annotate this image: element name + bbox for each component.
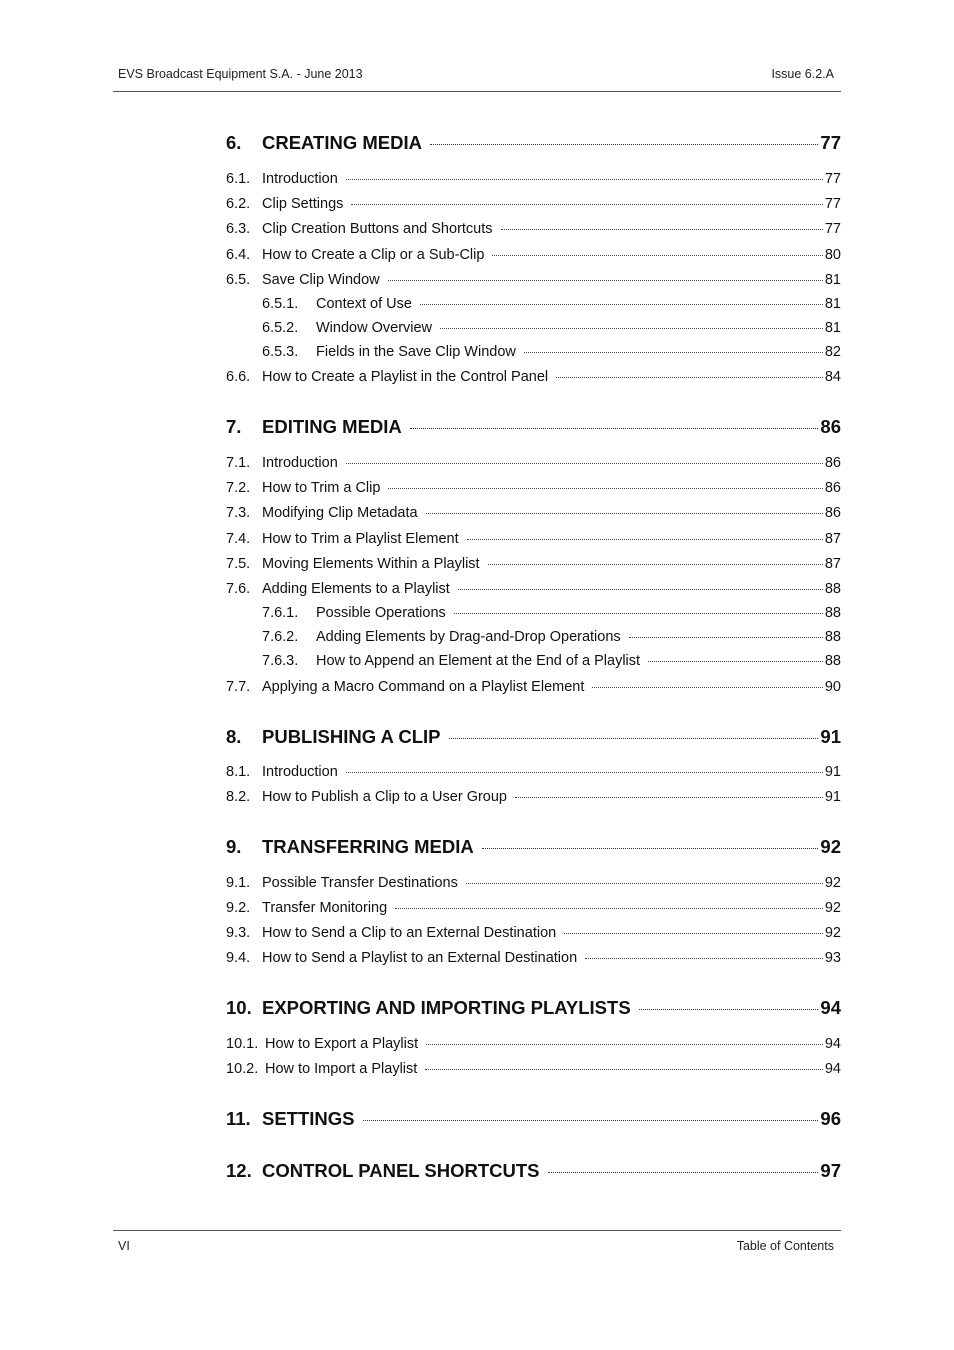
toc-page: 88 [824,605,841,621]
toc-page: 86 [824,455,841,471]
dot-leader [363,1119,819,1121]
dot-leader [395,907,823,909]
toc-section-7-2[interactable] [226,480,841,496]
toc-chapter-6[interactable] [226,132,841,154]
toc-page: 86 [824,480,841,496]
dot-leader [346,462,823,464]
toc-title: Adding Elements by Drag-and-Drop Operations [316,629,621,645]
toc-chapter-10[interactable] [226,997,841,1019]
toc-page: 91 [824,789,841,805]
toc-section-7-5[interactable] [226,556,841,572]
toc-page: 91 [820,726,841,747]
toc-chapter-7[interactable] [226,416,841,438]
toc-number: 9.2. [226,900,251,916]
toc-number: 9.4. [226,950,251,966]
toc-title: How to Export a Playlist [265,1036,419,1052]
dot-leader [426,1043,823,1045]
toc-number: 7.3. [226,505,251,521]
toc-page: 87 [824,556,841,572]
toc-page: 86 [820,416,841,437]
toc-title: Clip Creation Buttons and Shortcuts [262,221,493,237]
toc-section-6-5[interactable] [226,272,841,288]
dot-leader [466,882,823,884]
toc-section-6-6[interactable] [226,369,841,385]
toc-number: 7.2. [226,480,251,496]
toc-chapter-11[interactable] [226,1108,841,1130]
dot-leader [467,538,823,540]
toc-title: Introduction [262,455,338,471]
toc-section-6-4[interactable] [226,247,841,263]
footer-section-name: Table of Contents [736,1239,834,1253]
toc-subsection-6-5-3[interactable] [226,344,841,360]
toc-page: 77 [824,196,841,212]
toc-title: CREATING MEDIA [262,132,422,153]
toc-title: How to Send a Clip to an External Destination [262,925,557,941]
toc-section-6-3[interactable] [226,221,841,237]
toc-title: How to Trim a Playlist Element [262,531,459,547]
toc-title: Moving Elements Within a Playlist [262,556,480,572]
toc-page: 92 [824,875,841,891]
toc-number: 7.6.2. [262,629,299,645]
toc-chapter-8[interactable] [226,726,841,748]
toc-number: 7.5. [226,556,251,572]
toc-title: Window Overview [316,320,433,336]
toc-number: 6.6. [226,369,251,385]
toc-number: 8. [226,726,242,747]
toc-section-7-4[interactable] [226,531,841,547]
toc-number: 7.6.3. [262,653,299,669]
toc-number: 10.2. [226,1061,259,1077]
toc-title: SETTINGS [262,1108,355,1129]
toc-title: How to Import a Playlist [265,1061,418,1077]
toc-section-7-7[interactable] [226,679,841,695]
dot-leader [648,660,823,662]
toc-number: 10.1. [226,1036,259,1052]
toc-title: How to Publish a Clip to a User Group [262,789,507,805]
dot-leader [458,588,823,590]
toc-number: 7.4. [226,531,251,547]
table-of-contents [226,0,841,1350]
toc-number: 6.5.2. [262,320,299,336]
toc-page: 91 [824,764,841,780]
dot-leader [425,1068,823,1070]
dot-leader [492,254,822,256]
dot-leader [420,303,823,305]
toc-title: Introduction [262,764,338,780]
toc-title: EXPORTING AND IMPORTING PLAYLISTS [262,997,631,1018]
toc-page: 77 [820,132,841,153]
toc-number: 9.3. [226,925,251,941]
toc-number: 6. [226,132,242,153]
toc-section-7-3[interactable] [226,505,841,521]
dot-leader [454,612,823,614]
dot-leader [346,178,823,180]
toc-section-6-1[interactable] [226,171,841,187]
toc-page: 97 [820,1160,841,1181]
toc-title: Save Clip Window [262,272,380,288]
toc-section-10-1[interactable] [226,1036,841,1052]
dot-leader [430,143,818,145]
toc-subsection-7-6-1[interactable] [226,605,841,621]
toc-title: How to Create a Playlist in the Control Panel [262,369,549,385]
toc-subsection-7-6-2[interactable] [226,629,841,645]
toc-section-6-2[interactable] [226,196,841,212]
toc-number: 11. [226,1108,251,1129]
toc-chapter-12[interactable] [226,1160,841,1182]
toc-title: TRANSFERRING MEDIA [262,836,474,857]
dot-leader [501,228,823,230]
dot-leader [548,1171,819,1173]
toc-subsection-7-6-3[interactable] [226,653,841,669]
toc-section-7-6[interactable] [226,581,841,597]
toc-number: 7.1. [226,455,251,471]
toc-title: PUBLISHING A CLIP [262,726,441,747]
toc-title: Modifying Clip Metadata [262,505,418,521]
toc-subsection-6-5-2[interactable] [226,320,841,336]
toc-page: 88 [824,653,841,669]
toc-number: 6.5.3. [262,344,299,360]
dot-leader [482,847,819,849]
toc-subsection-6-5-1[interactable] [226,296,841,312]
dot-leader [524,351,823,353]
toc-page: 81 [824,272,841,288]
toc-page: 92 [824,900,841,916]
toc-section-9-4[interactable] [226,950,841,966]
toc-number: 12. [226,1160,252,1181]
dot-leader [556,376,823,378]
toc-number: 6.3. [226,221,251,237]
toc-page: 77 [824,171,841,187]
dot-leader [585,957,823,959]
toc-number: 7.6. [226,581,251,597]
toc-page: 92 [820,836,841,857]
toc-page: 84 [824,369,841,385]
header-issue: Issue 6.2.A [771,67,834,81]
toc-page: 88 [824,581,841,597]
toc-section-10-2[interactable] [226,1061,841,1077]
toc-number: 7.7. [226,679,251,695]
toc-number: 9. [226,836,242,857]
toc-title: Possible Transfer Destinations [262,875,458,891]
page-footer [113,1230,841,1261]
dot-leader [351,203,822,205]
toc-title: Applying a Macro Command on a Playlist Element [262,679,585,695]
toc-number: 7. [226,416,242,437]
dot-leader [410,427,819,429]
toc-page: 92 [824,925,841,941]
toc-number: 6.5.1. [262,296,299,312]
dot-leader [346,771,823,773]
dot-leader [449,737,819,739]
toc-title: Transfer Monitoring [262,900,388,916]
toc-page: 87 [824,531,841,547]
toc-title: How to Send a Playlist to an External Destination [262,950,578,966]
toc-page: 96 [820,1108,841,1129]
toc-page: 81 [824,296,841,312]
toc-chapter-9[interactable] [226,836,841,858]
dot-leader [440,327,823,329]
dot-leader [592,686,822,688]
toc-title: EDITING MEDIA [262,416,402,437]
dot-leader [639,1008,819,1010]
toc-section-8-1[interactable] [226,764,841,780]
toc-title: Fields in the Save Clip Window [316,344,516,360]
toc-page: 90 [824,679,841,695]
toc-title: Possible Operations [316,605,446,621]
toc-page: 80 [824,247,841,263]
toc-section-9-3[interactable] [226,925,841,941]
toc-section-8-2[interactable] [226,789,841,805]
toc-number: 10. [226,997,252,1018]
dot-leader [564,932,823,934]
toc-number: 6.2. [226,196,251,212]
toc-title: CONTROL PANEL SHORTCUTS [262,1160,540,1181]
toc-page: 77 [824,221,841,237]
toc-page: 88 [824,629,841,645]
dot-leader [629,636,823,638]
toc-title: How to Append an Element at the End of a Playlist [316,653,641,669]
toc-page: 86 [824,505,841,521]
toc-title: Context of Use [316,296,412,312]
toc-number: 6.5. [226,272,251,288]
toc-section-7-1[interactable] [226,455,841,471]
dot-leader [388,487,822,489]
toc-number: 9.1. [226,875,251,891]
toc-title: Clip Settings [262,196,344,212]
dot-leader [515,796,823,798]
toc-page: 93 [824,950,841,966]
toc-number: 7.6.1. [262,605,299,621]
toc-title: How to Trim a Clip [262,480,381,496]
toc-page: 94 [824,1061,841,1077]
footer-page-number: VI [118,1239,130,1253]
toc-number: 6.4. [226,247,251,263]
toc-number: 6.1. [226,171,251,187]
toc-page: 94 [820,997,841,1018]
dot-leader [488,563,823,565]
dot-leader [426,512,823,514]
toc-number: 8.2. [226,789,251,805]
toc-title: Introduction [262,171,338,187]
toc-number: 8.1. [226,764,251,780]
toc-page: 81 [824,320,841,336]
toc-section-9-1[interactable] [226,875,841,891]
header-publisher: EVS Broadcast Equipment S.A. - June 2013 [118,67,363,81]
toc-page: 82 [824,344,841,360]
toc-title: How to Create a Clip or a Sub-Clip [262,247,485,263]
toc-section-9-2[interactable] [226,900,841,916]
toc-title: Adding Elements to a Playlist [262,581,450,597]
toc-page: 94 [824,1036,841,1052]
dot-leader [388,279,823,281]
